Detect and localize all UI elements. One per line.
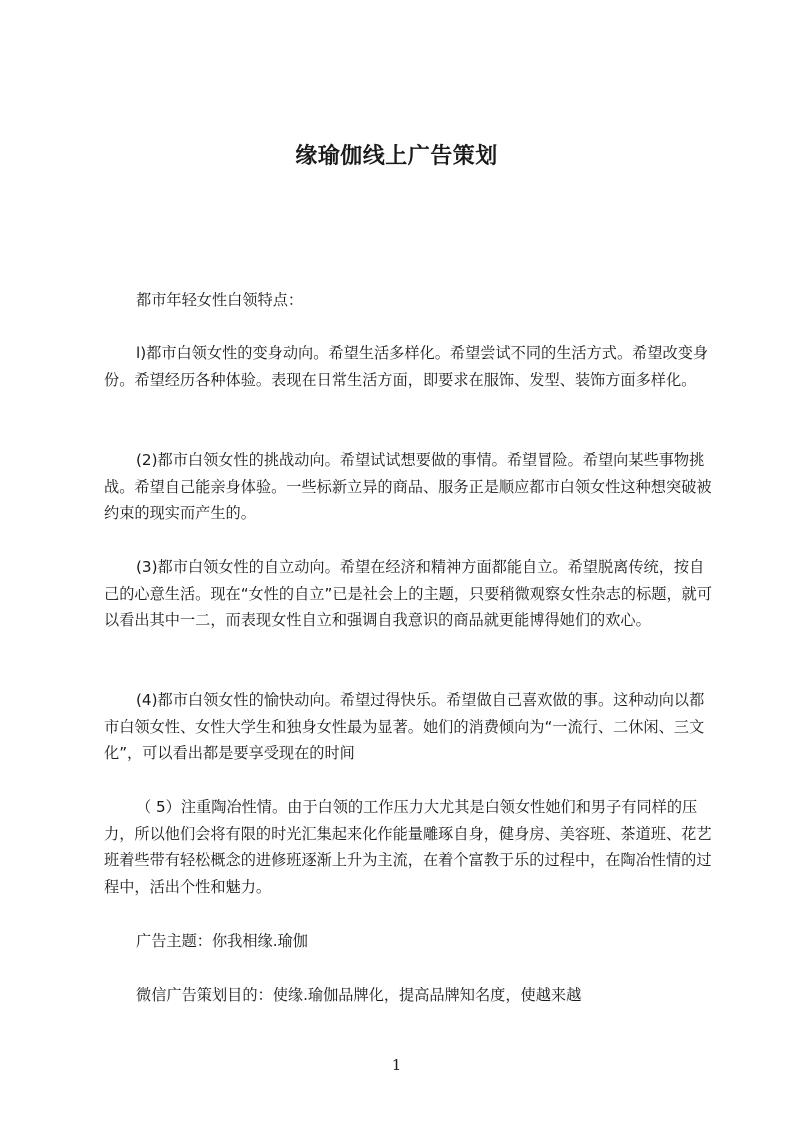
ad-theme <box>104 928 716 955</box>
paragraph-2 <box>104 447 716 527</box>
paragraph-5-text: （ 5）注重陶冶性情。由于白领的工作压力大尤其是白领女性她们和男子有同样的压力，所以他们会将有限的时光汇集起来化作能量雕琢自身，健身房、美容班、茶道班、花艺班着些带有轻松概念的进修班逐渐上升为主流，在着个富教于乐的过程中，在陶冶性情的过程中，活出个性和魅力。 <box>104 798 712 896</box>
wechat-goal-text: 微信广告策划目的：使缘.瑜伽品牌化，提高品牌知名度，使越来越 <box>136 986 582 1004</box>
section-heading <box>104 287 716 314</box>
paragraph-3 <box>104 554 716 634</box>
section-heading-text: 都市年轻女性白领特点： <box>136 291 304 309</box>
paragraph-5 <box>104 794 716 900</box>
paragraph-2-text: (2)都市白领女性的挑战动向。希望试试想要做的事情。希望冒险。希望向某些事物挑战。希望自己能亲身体验。一些标新立异的商品、服务正是顺应都市白领女性这种想突破被约束的现实而产生的。 <box>104 451 712 522</box>
paragraph-4-text: (4)都市白领女性的愉快动向。希望过得快乐。希望做自己喜欢做的事。这种动向以都市白领女性、女性大学生和独身女性最为显著。她们的消费倾向为“一流行、二休闲、三文化”，可以看出都是要享受现在的时间 <box>104 691 705 762</box>
paragraph-1-text: l)都市白领女性的变身动向。希望生活多样化。希望尝试不同的生活方式。希望改变身份。希望经历各种体验。表现在日常生活方面，即要求在服饰、发型、装饰方面多样化。 <box>104 344 709 389</box>
ad-theme-text: 广告主题：你我相缘.瑜伽 <box>136 932 308 950</box>
paragraph-3-text: (3)都市白领女性的自立动向。希望在经济和精神方面都能自立。希望脱离传统，按自己的心意生活。现在“女性的自立”已是社会上的主题，只要稍微观察女性杂志的标题，就可以看出其中一二，而表现女性自立和强调自我意识的商品就更能博得她们的欢心。 <box>104 558 713 629</box>
document-title: 缘瑜伽线上广告策划 <box>295 144 498 169</box>
paragraph-4 <box>104 687 716 767</box>
page-number: 1 <box>391 1056 402 1074</box>
wechat-goal <box>104 982 716 1009</box>
paragraph-1 <box>104 340 716 393</box>
